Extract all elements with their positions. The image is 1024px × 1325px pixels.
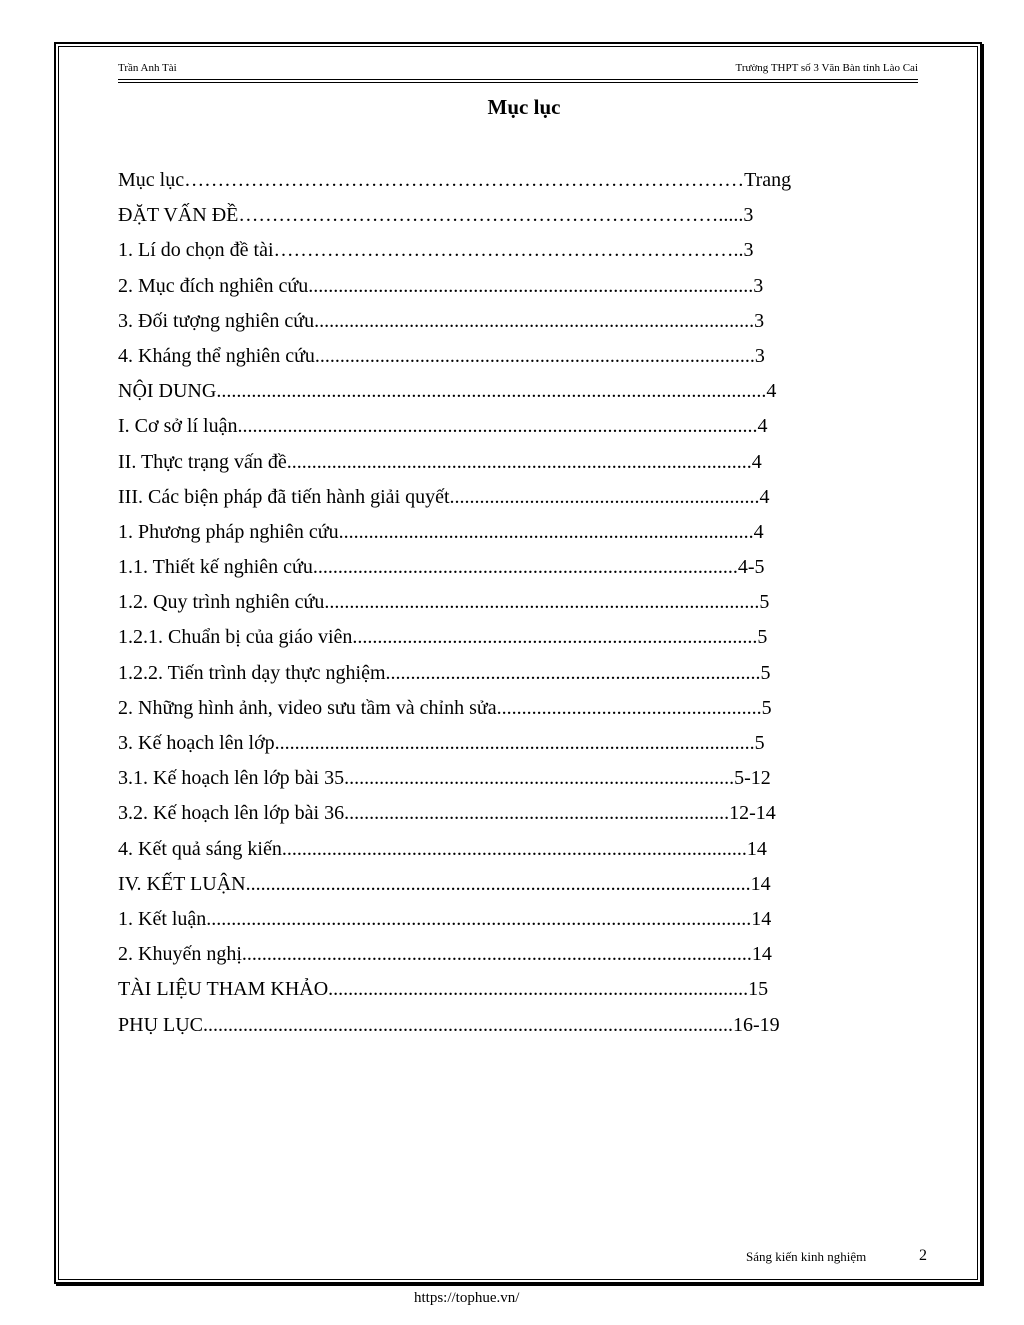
toc-entry: III. Các biện pháp đã tiến hành giải quyết..............................................................4 (118, 485, 770, 508)
toc-entry: II. Thực trạng vấn đề.............................................................................................4 (118, 450, 762, 473)
toc-entry: 1.2.2. Tiến trình dạy thực nghiệm...........................................................................5 (118, 661, 771, 684)
toc-entry: 1. Lí do chọn đề tài……………………………………………………………..3 (118, 239, 754, 262)
toc-entry: Mục lục…………………………………………………………………………Trang (118, 169, 792, 191)
header-author: Trần Anh Tài (118, 62, 177, 74)
toc-entry: 4. Kết quả sáng kiến.............................................................................................14 (118, 837, 767, 860)
toc-entry: 1. Phương pháp nghiên cứu...................................................................................4 (118, 520, 764, 543)
toc-entry: 2. Những hình ảnh, video sưu tầm và chỉnh sửa.....................................................5 (118, 696, 772, 719)
table-of-contents (118, 165, 918, 1045)
toc-entry: 3.1. Kế hoạch lên lớp bài 35..............................................................................5-12 (118, 767, 771, 790)
toc-entry: ĐẶT VẤN ĐỀ……………………………………………………………….....3 (118, 204, 754, 227)
toc-entry: 1.2. Quy trình nghiên cứu.......................................................................................5 (118, 591, 770, 614)
toc-entry: 1.1. Thiết kế nghiên cứu.....................................................................................4-5 (118, 556, 765, 579)
header-school: Trường THPT số 3 Văn Bàn tỉnh Lào Cai (735, 62, 918, 74)
toc-entry: 3.2. Kế hoạch lên lớp bài 36.............................................................................12-14 (118, 802, 776, 825)
toc-entry: 1. Kết luận.............................................................................................................14 (118, 907, 772, 930)
page-header (118, 61, 918, 80)
toc-entry: 2. Mục đích nghiên cứu.........................................................................................3 (118, 274, 764, 297)
toc-entry: 4. Kháng thể nghiên cứu........................................................................................3 (118, 344, 765, 367)
toc-entry: NỘI DUNG..............................................................................................................4 (118, 380, 777, 403)
toc-entry: I. Cơ sở lí luận........................................................................................................4 (118, 415, 768, 438)
toc-entry: PHỤ LỤC..........................................................................................................16-19 (118, 1013, 780, 1036)
toc-entry: 3. Kế hoạch lên lớp................................................................................................5 (118, 732, 765, 754)
source-url: https://tophue.vn/ (414, 1290, 520, 1306)
page-number: 2 (919, 1247, 927, 1264)
toc-entry: IV. KẾT LUẬN.....................................................................................................14 (118, 872, 771, 895)
toc-entry: 3. Đối tượng nghiên cứu........................................................................................3 (118, 309, 765, 332)
page-title: Mục lục (487, 95, 561, 119)
toc-entry: 1.2.1. Chuẩn bị của giáo viên.................................................................................5 (118, 626, 768, 649)
footer-label: Sáng kiến kinh nghiệm (746, 1249, 867, 1264)
toc-entry: TÀI LIỆU THAM KHẢO....................................................................................15 (118, 978, 769, 1001)
toc-entry: 2. Khuyến nghị......................................................................................................14 (118, 943, 772, 966)
